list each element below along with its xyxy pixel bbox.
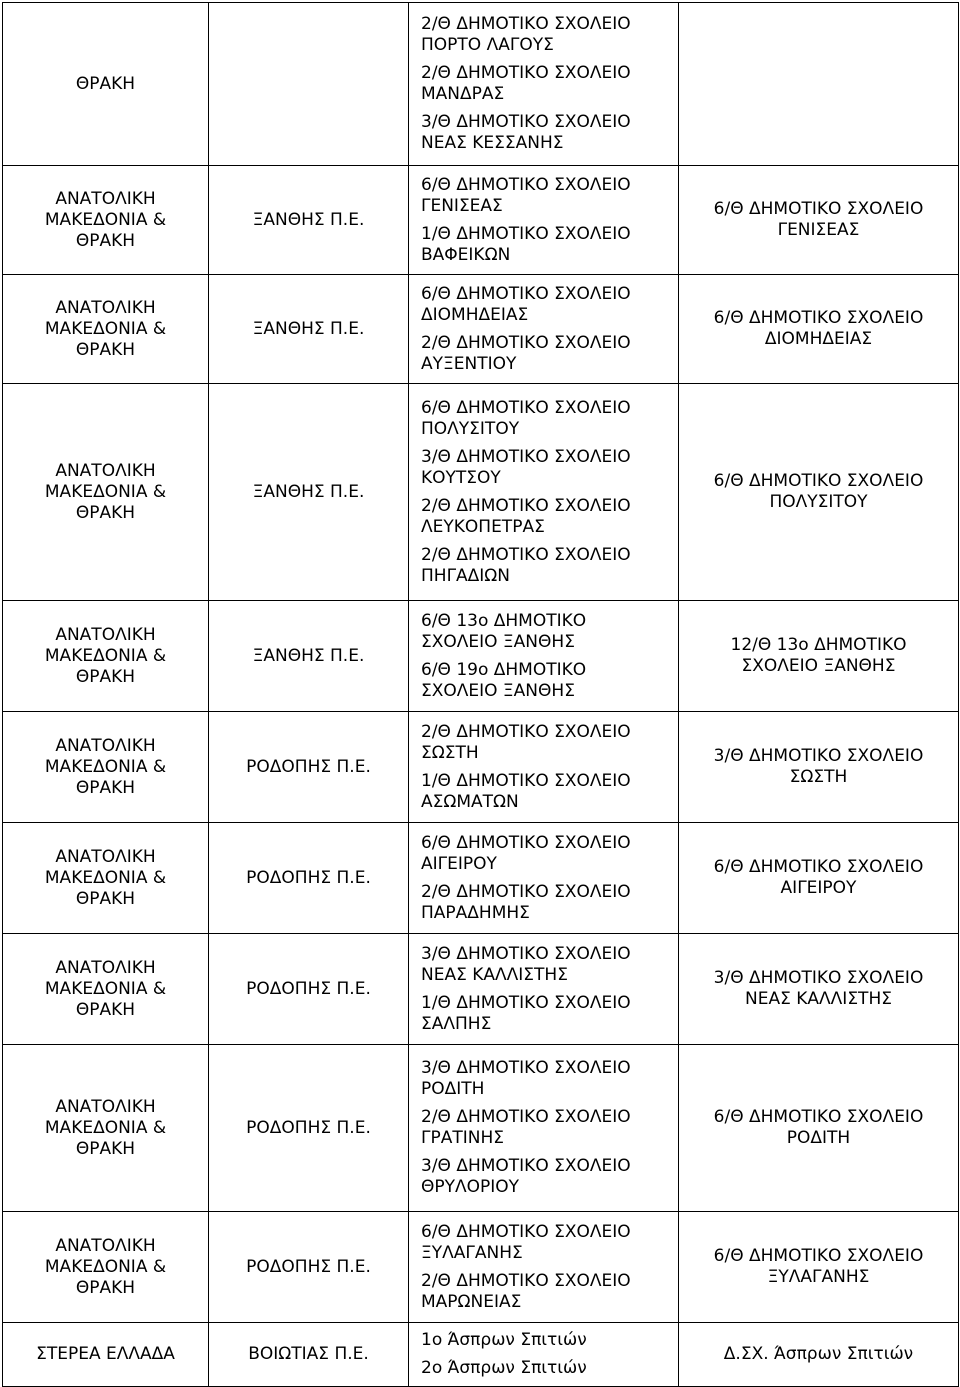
region-cell: ΑΝΑΤΟΛΙΚΗ ΜΑΚΕΔΟΝΙΑ & ΘΡΑΚΗ: [3, 275, 209, 384]
schools-cell: [409, 384, 679, 601]
schools-cell: [409, 823, 679, 934]
regional-unit-cell: ΒΟΙΩΤΙΑΣ Π.Ε.: [209, 1323, 409, 1387]
school-name: 2/Θ ΔΗΜΟΤΙΚΟ ΣΧΟΛΕΙΟ ΛΕΥΚΟΠΕΤΡΑΣ: [421, 495, 631, 537]
school-name: 2/Θ ΔΗΜΟΤΙΚΟ ΣΧΟΛΕΙΟ ΑΥΞΕΝΤΙΟΥ: [421, 332, 631, 374]
school-name: 1ο Άσπρων Σπιτιών: [421, 1330, 587, 1350]
school-name: 6/Θ ΔΗΜΟΤΙΚΟ ΣΧΟΛΕΙΟ ΓΕΝΙΣΕΑΣ: [421, 174, 631, 216]
school-name: 6/Θ 13ο ΔΗΜΟΤΙΚΟ ΣΧΟΛΕΙΟ ΞΑΝΘΗΣ: [421, 610, 587, 652]
schools-cell: [409, 1323, 679, 1387]
school-name: 6/Θ ΔΗΜΟΤΙΚΟ ΣΧΟΛΕΙΟ ΑΙΓΕΙΡΟΥ: [421, 832, 631, 874]
table-row: [3, 166, 959, 275]
regional-unit-cell: ΞΑΝΘΗΣ Π.Ε.: [209, 166, 409, 275]
region-cell: ΣΤΕΡΕΑ ΕΛΛΑΔΑ: [3, 1323, 209, 1387]
result-cell: 6/Θ ΔΗΜΟΤΙΚΟ ΣΧΟΛΕΙΟ ΓΕΝΙΣΕΑΣ: [679, 166, 959, 275]
table-row: [3, 601, 959, 712]
result-cell: 6/Θ ΔΗΜΟΤΙΚΟ ΣΧΟΛΕΙΟ ΡΟΔΙΤΗ: [679, 1045, 959, 1212]
region-cell: ΑΝΑΤΟΛΙΚΗ ΜΑΚΕΔΟΝΙΑ & ΘΡΑΚΗ: [3, 712, 209, 823]
school-name: 3/Θ ΔΗΜΟΤΙΚΟ ΣΧΟΛΕΙΟ ΡΟΔΙΤΗ: [421, 1058, 631, 1099]
schools-merger-table: [2, 2, 959, 1387]
school-name: 2/Θ ΔΗΜΟΤΙΚΟ ΣΧΟΛΕΙΟ ΜΑΝΔΡΑΣ: [421, 63, 631, 104]
schools-cell: [409, 166, 679, 275]
regional-unit-cell: ΞΑΝΘΗΣ Π.Ε.: [209, 384, 409, 601]
region-cell: ΑΝΑΤΟΛΙΚΗ ΜΑΚΕΔΟΝΙΑ & ΘΡΑΚΗ: [3, 384, 209, 601]
regional-unit-cell: ΡΟΔΟΠΗΣ Π.Ε.: [209, 712, 409, 823]
school-name: 1/Θ ΔΗΜΟΤΙΚΟ ΣΧΟΛΕΙΟ ΣΑΛΠΗΣ: [421, 992, 631, 1034]
school-name: 3/Θ ΔΗΜΟΤΙΚΟ ΣΧΟΛΕΙΟ ΝΕΑΣ ΚΕΣΣΑΝΗΣ: [421, 112, 631, 153]
school-name: 1/Θ ΔΗΜΟΤΙΚΟ ΣΧΟΛΕΙΟ ΑΣΩΜΑΤΩΝ: [421, 770, 631, 812]
school-name: 1/Θ ΔΗΜΟΤΙΚΟ ΣΧΟΛΕΙΟ ΒΑΦΕΙΚΩΝ: [421, 223, 631, 265]
school-name: 3/Θ ΔΗΜΟΤΙΚΟ ΣΧΟΛΕΙΟ ΘΡΥΛΟΡΙΟΥ: [421, 1156, 631, 1197]
region-cell: ΑΝΑΤΟΛΙΚΗ ΜΑΚΕΔΟΝΙΑ & ΘΡΑΚΗ: [3, 601, 209, 712]
school-name: 6/Θ 19ο ΔΗΜΟΤΙΚΟ ΣΧΟΛΕΙΟ ΞΑΝΘΗΣ: [421, 659, 587, 701]
table-row: [3, 275, 959, 384]
result-cell: 6/Θ ΔΗΜΟΤΙΚΟ ΣΧΟΛΕΙΟ ΞΥΛΑΓΑΝΗΣ: [679, 1212, 959, 1323]
school-name: 3/Θ ΔΗΜΟΤΙΚΟ ΣΧΟΛΕΙΟ ΝΕΑΣ ΚΑΛΛΙΣΤΗΣ: [421, 943, 631, 985]
region-cell: ΑΝΑΤΟΛΙΚΗ ΜΑΚΕΔΟΝΙΑ & ΘΡΑΚΗ: [3, 823, 209, 934]
table-row: [3, 1045, 959, 1212]
result-cell: 6/Θ ΔΗΜΟΤΙΚΟ ΣΧΟΛΕΙΟ ΠΟΛΥΣΙΤΟΥ: [679, 384, 959, 601]
regional-unit-cell: ΞΑΝΘΗΣ Π.Ε.: [209, 601, 409, 712]
table-row: [3, 384, 959, 601]
table-row: [3, 1323, 959, 1387]
region-cell: ΑΝΑΤΟΛΙΚΗ ΜΑΚΕΔΟΝΙΑ & ΘΡΑΚΗ: [3, 1045, 209, 1212]
schools-cell: [409, 712, 679, 823]
table-row: [3, 712, 959, 823]
school-name: 2/Θ ΔΗΜΟΤΙΚΟ ΣΧΟΛΕΙΟ ΓΡΑΤΙΝΗΣ: [421, 1107, 631, 1148]
result-cell: 12/Θ 13ο ΔΗΜΟΤΙΚΟ ΣΧΟΛΕΙΟ ΞΑΝΘΗΣ: [679, 601, 959, 712]
result-cell: [679, 3, 959, 166]
table-row: [3, 3, 959, 166]
result-cell: 6/Θ ΔΗΜΟΤΙΚΟ ΣΧΟΛΕΙΟ ΑΙΓΕΙΡΟΥ: [679, 823, 959, 934]
schools-cell: [409, 934, 679, 1045]
regional-unit-cell: [209, 3, 409, 166]
school-name: 2/Θ ΔΗΜΟΤΙΚΟ ΣΧΟΛΕΙΟ ΠΟΡΤΟ ΛΑΓΟΥΣ: [421, 14, 631, 55]
result-cell: 3/Θ ΔΗΜΟΤΙΚΟ ΣΧΟΛΕΙΟ ΣΩΣΤΗ: [679, 712, 959, 823]
school-name: 3/Θ ΔΗΜΟΤΙΚΟ ΣΧΟΛΕΙΟ ΚΟΥΤΣΟΥ: [421, 446, 631, 488]
regional-unit-cell: ΡΟΔΟΠΗΣ Π.Ε.: [209, 1045, 409, 1212]
school-name: 6/Θ ΔΗΜΟΤΙΚΟ ΣΧΟΛΕΙΟ ΠΟΛΥΣΙΤΟΥ: [421, 397, 631, 439]
regional-unit-cell: ΞΑΝΘΗΣ Π.Ε.: [209, 275, 409, 384]
region-cell: ΘΡΑΚΗ: [3, 3, 209, 166]
schools-cell: [409, 3, 679, 166]
school-name: 2/Θ ΔΗΜΟΤΙΚΟ ΣΧΟΛΕΙΟ ΣΩΣΤΗ: [421, 721, 631, 763]
region-cell: ΑΝΑΤΟΛΙΚΗ ΜΑΚΕΔΟΝΙΑ & ΘΡΑΚΗ: [3, 1212, 209, 1323]
school-name: 2/Θ ΔΗΜΟΤΙΚΟ ΣΧΟΛΕΙΟ ΠΗΓΑΔΙΩΝ: [421, 544, 631, 586]
school-name: 2/Θ ΔΗΜΟΤΙΚΟ ΣΧΟΛΕΙΟ ΠΑΡΑΔΗΜΗΣ: [421, 881, 631, 923]
result-cell: Δ.ΣΧ. Άσπρων Σπιτιών: [679, 1323, 959, 1387]
school-name: 6/Θ ΔΗΜΟΤΙΚΟ ΣΧΟΛΕΙΟ ΔΙΟΜΗΔΕΙΑΣ: [421, 283, 631, 325]
regional-unit-cell: ΡΟΔΟΠΗΣ Π.Ε.: [209, 1212, 409, 1323]
table-row: [3, 1212, 959, 1323]
schools-cell: [409, 1045, 679, 1212]
result-cell: 3/Θ ΔΗΜΟΤΙΚΟ ΣΧΟΛΕΙΟ ΝΕΑΣ ΚΑΛΛΙΣΤΗΣ: [679, 934, 959, 1045]
schools-cell: [409, 1212, 679, 1323]
school-name: 2ο Άσπρων Σπιτιών: [421, 1358, 587, 1378]
schools-cell: [409, 275, 679, 384]
table-row: [3, 823, 959, 934]
regional-unit-cell: ΡΟΔΟΠΗΣ Π.Ε.: [209, 823, 409, 934]
table-row: [3, 934, 959, 1045]
school-name: 6/Θ ΔΗΜΟΤΙΚΟ ΣΧΟΛΕΙΟ ΞΥΛΑΓΑΝΗΣ: [421, 1221, 631, 1263]
school-name: 2/Θ ΔΗΜΟΤΙΚΟ ΣΧΟΛΕΙΟ ΜΑΡΩΝΕΙΑΣ: [421, 1270, 631, 1312]
result-cell: 6/Θ ΔΗΜΟΤΙΚΟ ΣΧΟΛΕΙΟ ΔΙΟΜΗΔΕΙΑΣ: [679, 275, 959, 384]
schools-cell: [409, 601, 679, 712]
regional-unit-cell: ΡΟΔΟΠΗΣ Π.Ε.: [209, 934, 409, 1045]
region-cell: ΑΝΑΤΟΛΙΚΗ ΜΑΚΕΔΟΝΙΑ & ΘΡΑΚΗ: [3, 166, 209, 275]
region-cell: ΑΝΑΤΟΛΙΚΗ ΜΑΚΕΔΟΝΙΑ & ΘΡΑΚΗ: [3, 934, 209, 1045]
